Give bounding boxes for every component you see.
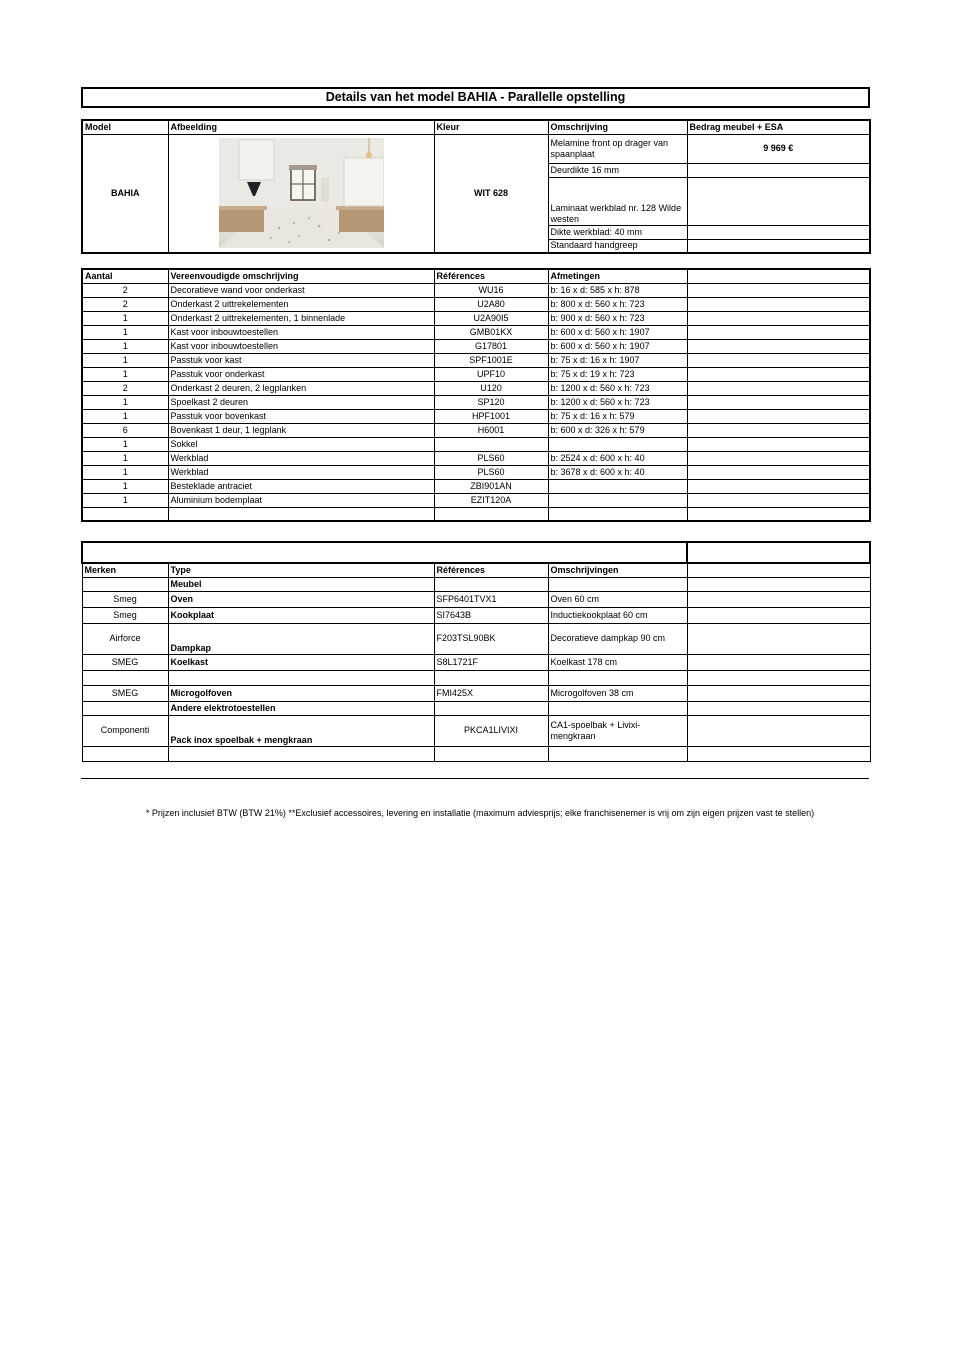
ref-cell: SI7643B bbox=[434, 607, 548, 623]
aantal-cell: 1 bbox=[82, 479, 168, 493]
empty-cell bbox=[434, 701, 548, 715]
table-row bbox=[82, 353, 870, 367]
header-empty bbox=[687, 269, 870, 283]
empty-cell bbox=[687, 670, 870, 685]
table-row bbox=[82, 325, 870, 339]
empty-cell bbox=[687, 423, 870, 437]
header-type: Type bbox=[168, 563, 434, 577]
ref-cell: G17801 bbox=[434, 339, 548, 353]
empty-cell bbox=[687, 225, 870, 239]
table-row bbox=[82, 367, 870, 381]
omschrijving-cell: Onderkast 2 deuren, 2 legplanken bbox=[168, 381, 434, 395]
aantal-cell: 2 bbox=[82, 297, 168, 311]
footnote: * Prijzen inclusief BTW (BTW 21%) **Exclusief accessoires, levering en installatie (maximum adviesprijs; elke franchisenemer is vrij om zijn eigen prijzen vast te stellen) bbox=[145, 808, 815, 818]
omschrijving-cell: Spoelkast 2 deuren bbox=[168, 395, 434, 409]
price-value: 9 969 € bbox=[687, 134, 870, 163]
omschrijving-cell: Passtuk voor bovenkast bbox=[168, 409, 434, 423]
afmetingen-cell: b: 900 x d: 560 x h: 723 bbox=[548, 311, 687, 325]
header-afmetingen: Afmetingen bbox=[548, 269, 687, 283]
table-row bbox=[82, 423, 870, 437]
empty-cell bbox=[548, 701, 687, 715]
afmetingen-cell: b: 3678 x d: 600 x h: 40 bbox=[548, 465, 687, 479]
header-references-2: Références bbox=[434, 563, 548, 577]
desc-cell: Koelkast 178 cm bbox=[548, 654, 687, 670]
header-references: Références bbox=[434, 269, 548, 283]
type-cell: Oven bbox=[168, 591, 434, 607]
ref-cell: WU16 bbox=[434, 283, 548, 297]
afmetingen-cell bbox=[548, 479, 687, 493]
empty-cell bbox=[687, 701, 870, 715]
table-row bbox=[82, 451, 870, 465]
ref-cell: S8L1721F bbox=[434, 654, 548, 670]
brand-cell: Smeg bbox=[82, 607, 168, 623]
ref-cell: U2A80 bbox=[434, 297, 548, 311]
type-cell: Koelkast bbox=[168, 654, 434, 670]
model-table bbox=[81, 119, 871, 254]
table-row bbox=[82, 437, 870, 451]
afmetingen-cell: b: 600 x d: 326 x h: 579 bbox=[548, 423, 687, 437]
header-empty bbox=[687, 563, 870, 577]
omschrijving-cell: Sokkel bbox=[168, 437, 434, 451]
empty-cell bbox=[434, 670, 548, 685]
empty-cell bbox=[687, 493, 870, 507]
desc-cell: Decoratieve dampkap 90 cm bbox=[548, 623, 687, 654]
omschrijving-cell: Aluminium bodemplaat bbox=[168, 493, 434, 507]
omschrijving-line-4: Dikte werkblad: 40 mm bbox=[548, 225, 687, 239]
empty-cell bbox=[434, 746, 548, 761]
afmetingen-cell: b: 1200 x d: 560 x h: 723 bbox=[548, 381, 687, 395]
type-cell: Pack inox spoelbak + mengkraan bbox=[168, 715, 434, 746]
empty-cell bbox=[434, 577, 548, 591]
empty-cell bbox=[168, 670, 434, 685]
empty-cell bbox=[82, 577, 168, 591]
omschrijving-cell: Passtuk voor onderkast bbox=[168, 367, 434, 381]
empty-cell bbox=[168, 746, 434, 761]
ref-cell: SPF1001E bbox=[434, 353, 548, 367]
aantal-cell: 1 bbox=[82, 465, 168, 479]
afmetingen-cell: b: 600 x d: 560 x h: 1907 bbox=[548, 325, 687, 339]
omschrijving-cell: Onderkast 2 uittrekelementen bbox=[168, 297, 434, 311]
aantal-cell: 6 bbox=[82, 423, 168, 437]
omschrijving-line-2: Deurdikte 16 mm bbox=[548, 163, 687, 177]
ref-cell: FMI425X bbox=[434, 685, 548, 701]
omschrijving-line-1: Melamine front op drager van spaanplaat bbox=[548, 134, 687, 163]
header-model: Model bbox=[82, 120, 168, 134]
empty-cell bbox=[548, 577, 687, 591]
kleur-value: WIT 628 bbox=[434, 134, 548, 253]
table-row bbox=[82, 409, 870, 423]
ref-cell: SFP6401TVX1 bbox=[434, 591, 548, 607]
empty-cell bbox=[687, 163, 870, 177]
empty-cell bbox=[548, 507, 687, 521]
header-omschrijving: Omschrijving bbox=[548, 120, 687, 134]
table-row bbox=[82, 311, 870, 325]
ref-cell: PLS60 bbox=[434, 451, 548, 465]
brand-cell: Smeg bbox=[82, 591, 168, 607]
empty-cell bbox=[687, 591, 870, 607]
empty-cell bbox=[548, 670, 687, 685]
desc-cell: Oven 60 cm bbox=[548, 591, 687, 607]
omschrijving-cell: Decoratieve wand voor onderkast bbox=[168, 283, 434, 297]
type-cell: Kookplaat bbox=[168, 607, 434, 623]
omschrijving-cell: Kast voor inbouwtoestellen bbox=[168, 325, 434, 339]
aantal-cell: 1 bbox=[82, 493, 168, 507]
empty-cell bbox=[687, 746, 870, 761]
empty-cell bbox=[687, 367, 870, 381]
empty-cell bbox=[687, 239, 870, 253]
ref-cell: PLS60 bbox=[434, 465, 548, 479]
aantal-cell: 1 bbox=[82, 353, 168, 367]
empty-cell bbox=[687, 507, 870, 521]
empty-cell bbox=[687, 451, 870, 465]
empty-cell bbox=[548, 746, 687, 761]
empty-cell bbox=[687, 409, 870, 423]
aantal-cell: 2 bbox=[82, 283, 168, 297]
brand-cell: SMEG bbox=[82, 654, 168, 670]
omschrijving-cell: Passtuk voor kast bbox=[168, 353, 434, 367]
omschrijving-cell: Werkblad bbox=[168, 465, 434, 479]
aantal-cell: 1 bbox=[82, 451, 168, 465]
table-row bbox=[82, 395, 870, 409]
aantal-cell: 1 bbox=[82, 325, 168, 339]
empty-cell bbox=[168, 507, 434, 521]
empty-cell bbox=[687, 479, 870, 493]
page-title: Details van het model BAHIA - Parallelle opstelling bbox=[81, 87, 870, 108]
brand-cell: Airforce bbox=[82, 623, 168, 654]
afmetingen-cell: b: 600 x d: 560 x h: 1907 bbox=[548, 339, 687, 353]
empty-cell bbox=[687, 297, 870, 311]
empty-cell bbox=[82, 507, 168, 521]
empty-cell bbox=[687, 465, 870, 479]
empty-cell bbox=[687, 311, 870, 325]
header-vereenvoudigde-omschrijving: Vereenvoudigde omschrijving bbox=[168, 269, 434, 283]
model-name: BAHIA bbox=[82, 134, 168, 253]
empty-cell bbox=[687, 715, 870, 746]
type-cell: Microgolfoven bbox=[168, 685, 434, 701]
aantal-cell: 1 bbox=[82, 395, 168, 409]
aantal-cell: 1 bbox=[82, 409, 168, 423]
empty-cell bbox=[687, 381, 870, 395]
empty-cell bbox=[687, 685, 870, 701]
omschrijving-line-3: Laminaat werkblad nr. 128 Wilde westen bbox=[548, 177, 687, 225]
afmetingen-cell bbox=[548, 493, 687, 507]
desc-cell: Microgolfoven 38 cm bbox=[548, 685, 687, 701]
ref-cell: EZIT120A bbox=[434, 493, 548, 507]
omschrijving-cell: Kast voor inbouwtoestellen bbox=[168, 339, 434, 353]
kitchen-illustration bbox=[219, 138, 384, 248]
ref-cell: U2A90I5 bbox=[434, 311, 548, 325]
brand-cell: Componenti bbox=[82, 715, 168, 746]
brands-table bbox=[81, 541, 871, 762]
table-row bbox=[82, 465, 870, 479]
ref-cell: PKCA1LIVIXI bbox=[434, 715, 548, 746]
empty-cell bbox=[687, 654, 870, 670]
afmetingen-cell: b: 75 x d: 16 x h: 1907 bbox=[548, 353, 687, 367]
header-omschrijvingen: Omschrijvingen bbox=[548, 563, 687, 577]
aantal-cell: 1 bbox=[82, 437, 168, 451]
section-andere: Andere elektrotoestellen bbox=[168, 701, 434, 715]
omschrijving-cell: Besteklade antraciet bbox=[168, 479, 434, 493]
table-row bbox=[82, 381, 870, 395]
ref-cell: UPF10 bbox=[434, 367, 548, 381]
omschrijving-cell: Onderkast 2 uittrekelementen, 1 binnenlade bbox=[168, 311, 434, 325]
header-kleur: Kleur bbox=[434, 120, 548, 134]
ref-cell: HPF1001 bbox=[434, 409, 548, 423]
brands-top-empty-right bbox=[687, 542, 870, 563]
table-row bbox=[82, 479, 870, 493]
desc-cell: Inductiekookplaat 60 cm bbox=[548, 607, 687, 623]
table-row-empty bbox=[82, 507, 870, 521]
empty-cell bbox=[687, 623, 870, 654]
empty-cell bbox=[434, 507, 548, 521]
aantal-cell: 2 bbox=[82, 381, 168, 395]
afmetingen-cell: b: 75 x d: 19 x h: 723 bbox=[548, 367, 687, 381]
ref-cell: F203TSL90BK bbox=[434, 623, 548, 654]
separator-line bbox=[81, 778, 869, 779]
empty-cell bbox=[82, 701, 168, 715]
table-row bbox=[82, 339, 870, 353]
omschrijving-cell: Werkblad bbox=[168, 451, 434, 465]
empty-cell bbox=[687, 353, 870, 367]
empty-cell bbox=[687, 339, 870, 353]
aantal-cell: 1 bbox=[82, 367, 168, 381]
afmetingen-cell: b: 1200 x d: 560 x h: 723 bbox=[548, 395, 687, 409]
brand-cell: SMEG bbox=[82, 685, 168, 701]
afmetingen-cell: b: 75 x d: 16 x h: 579 bbox=[548, 409, 687, 423]
ref-cell: GMB01KX bbox=[434, 325, 548, 339]
table-row bbox=[82, 493, 870, 507]
kitchen-image-cell bbox=[168, 134, 434, 253]
header-afbeelding: Afbeelding bbox=[168, 120, 434, 134]
omschrijving-line-5: Standaard handgreep bbox=[548, 239, 687, 253]
empty-cell bbox=[687, 395, 870, 409]
brands-top-empty bbox=[82, 542, 687, 563]
empty-cell bbox=[687, 283, 870, 297]
empty-cell bbox=[687, 577, 870, 591]
header-aantal: Aantal bbox=[82, 269, 168, 283]
type-cell: Dampkap bbox=[168, 623, 434, 654]
afmetingen-cell: b: 16 x d: 585 x h: 878 bbox=[548, 283, 687, 297]
empty-cell bbox=[687, 325, 870, 339]
ref-cell: ZBI901AN bbox=[434, 479, 548, 493]
empty-cell bbox=[687, 177, 870, 225]
ref-cell: H6001 bbox=[434, 423, 548, 437]
header-merken: Merken bbox=[82, 563, 168, 577]
afmetingen-cell bbox=[548, 437, 687, 451]
empty-cell bbox=[687, 437, 870, 451]
empty-cell bbox=[687, 607, 870, 623]
section-meubel: Meubel bbox=[168, 577, 434, 591]
empty-cell bbox=[82, 746, 168, 761]
afmetingen-cell: b: 800 x d: 560 x h: 723 bbox=[548, 297, 687, 311]
kitchen-image bbox=[219, 138, 384, 248]
aantal-cell: 1 bbox=[82, 339, 168, 353]
ref-cell bbox=[434, 437, 548, 451]
empty-cell bbox=[82, 670, 168, 685]
header-bedrag: Bedrag meubel + ESA bbox=[687, 120, 870, 134]
afmetingen-cell: b: 2524 x d: 600 x h: 40 bbox=[548, 451, 687, 465]
items-table bbox=[81, 268, 871, 522]
ref-cell: SP120 bbox=[434, 395, 548, 409]
table-row bbox=[82, 283, 870, 297]
aantal-cell: 1 bbox=[82, 311, 168, 325]
desc-cell: CA1-spoelbak + Livixi-mengkraan bbox=[548, 715, 687, 746]
omschrijving-cell: Bovenkast 1 deur, 1 legplank bbox=[168, 423, 434, 437]
ref-cell: U120 bbox=[434, 381, 548, 395]
table-row bbox=[82, 297, 870, 311]
